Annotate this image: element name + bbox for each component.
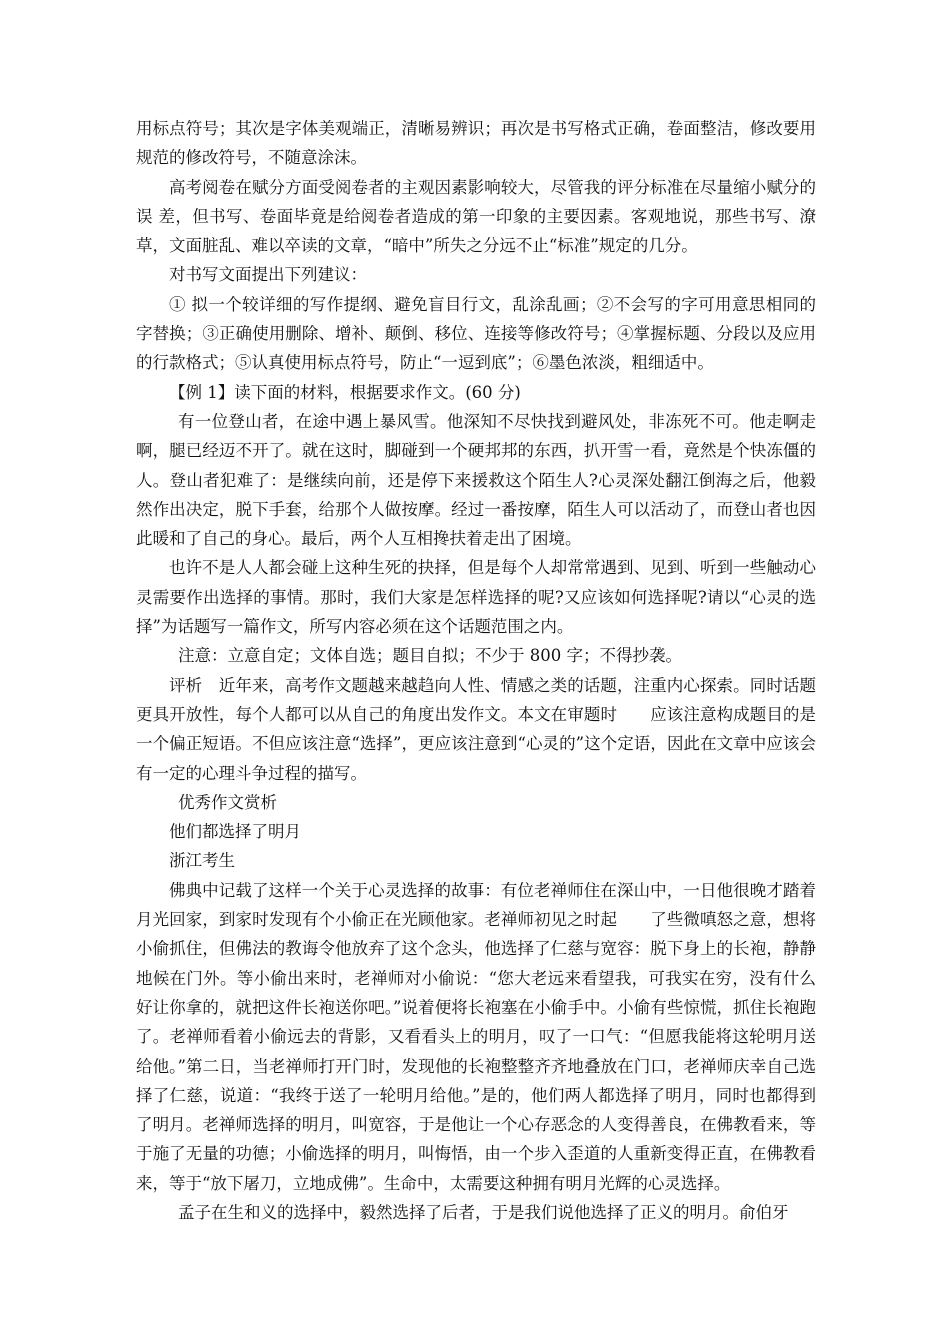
- paragraph-example-heading: 【例 1】读下面的材料，根据要求作文。(60 分): [169, 382, 521, 402]
- paragraph-material: 有一位登山者，在途中遇上暴风雪。他深知不尽快找到避风处，非冻死不可。他走啊走啊，腿已经迈不开了。就在这时，脚碰到一个硬邦邦的东西，扒开雪一看，竟然是个快冻僵的人。登山者犯难了：是继续向前，还是停下来援救这个陌生人?心灵深处翻江倒海之后，他毅然作出决定，脱下手套，给那个人做按摩。经过一番按摩，陌生人可以活动了，而登山者也因此暖和了自己的身心。最后，两个人互相搀扶着走出了困境。: [136, 411, 816, 549]
- paragraph-essay-mencius: 孟子在生和义的选择中，毅然选择了后者，于是我们说他选择了正义的明月。俞伯牙: [178, 1202, 789, 1222]
- essay-title: 他们都选择了明月: [169, 822, 301, 842]
- paragraph-essay-story: 佛典中记载了这样一个关于心灵选择的故事：有位老禅师住在深山中，一日他很晚才踏着月光回家，到家时发现有个小偷正在光顾他家。老禅师初见之时起 了些微嗔怒之意，想将小偷抓住，但佛法的教诲令他放弃了这个念头，他选择了仁慈与宽容：脱下身上的长袍，静静地候在门外。等小偷出来时，老禅师对小偷说：“您大老远来看望我，可我实在穷，没有什么好让你拿的，就把这件长袍送你吧。”说着便将长袍塞在小偷手中。小偷有些惊慌，抓住长袍跑了。老禅师看着小偷远去的背影，又看看头上的明月，叹了一口气：“但愿我能将这轮明月送给他。”第二日，当老禅师打开门时，发现他的长袍整整齐齐地叠放在门口，老禅师庆幸自己选择了仁慈，说道：“我终于送了一轮明月给他。”是的，他们两人都选择了明月，同时也都得到了明月。老禅师选择的明月，叫宽容，于是他让一个心存恶念的人变得善良，在佛教看来，等于施了无量的功德；小偷选择的明月，叫悔悟，由一个步入歪道的人重新变得正直，在佛教看来，等于“放下屠刀，立地成佛”。生命中，太需要这种拥有明月光辉的心灵选择。: [136, 880, 816, 1193]
- paragraph-analysis: 评析 近年来，高考作文题越来越趋向人性、情感之类的话题，注重内心探索。同时话题更具开放性，每个人都可以从自己的角度出发作文。本文在审题时 应该注意构成题目的是一个偏正短语。不但应该注意“选择”，更应该注意到“心灵的”这个定语，因此在文章中应该会有一定的心理斗争过程的描写。: [136, 675, 816, 783]
- document-page: [136, 114, 816, 1227]
- paragraph-notes: 注意：立意自定；文体自选；题目自拟；不少于 800 字；不得抄袭。: [178, 646, 682, 666]
- section-heading-excellent-essay: 优秀作文赏析: [178, 792, 277, 812]
- essay-author: 浙江考生: [169, 851, 235, 871]
- paragraph-prompt: 也许不是人人都会碰上这种生死的抉择，但是每个人却常常遇到、见到、听到一些触动心灵需要作出选择的事情。那时，我们大家是怎样选择的呢?又应该如何选择呢?请以“心灵的选择”为话题写一篇作文，所写内容必须在这个话题范围之内。: [136, 558, 816, 637]
- paragraph-suggestions-heading: 对书写文面提出下列建议：: [169, 265, 367, 285]
- paragraph-suggestions-list: ① 拟一个较详细的写作提纲、避免盲目行文，乱涂乱画；②不会写的字可用意思相同的字替换；③正确使用删除、增补、颠倒、移位、连接等修改符号；④掌握标题、分段以及应用的行款格式；⑤认真使用标点符号，防止“一逗到底”；⑥墨色浓淡，粗细适中。: [136, 294, 816, 373]
- paragraph-grading-impression: 高考阅卷在赋分方面受阅卷者的主观因素影响较大，尽管我的评分标准在尽量缩小赋分的误 差，但书写、卷面毕竟是给阅卷者造成的第一印象的主要因素。客观地说，那些书写、潦草，文面脏乱、难以卒读的文章，“暗中”所失之分远不止“标准”规定的几分。: [136, 177, 816, 256]
- paragraph-writing-standards: 用标点符号；其次是字体美观端正，清晰易辨识；再次是书写格式正确，卷面整洁，修改要用规范的修改符号，不随意涂沫。: [136, 119, 816, 168]
